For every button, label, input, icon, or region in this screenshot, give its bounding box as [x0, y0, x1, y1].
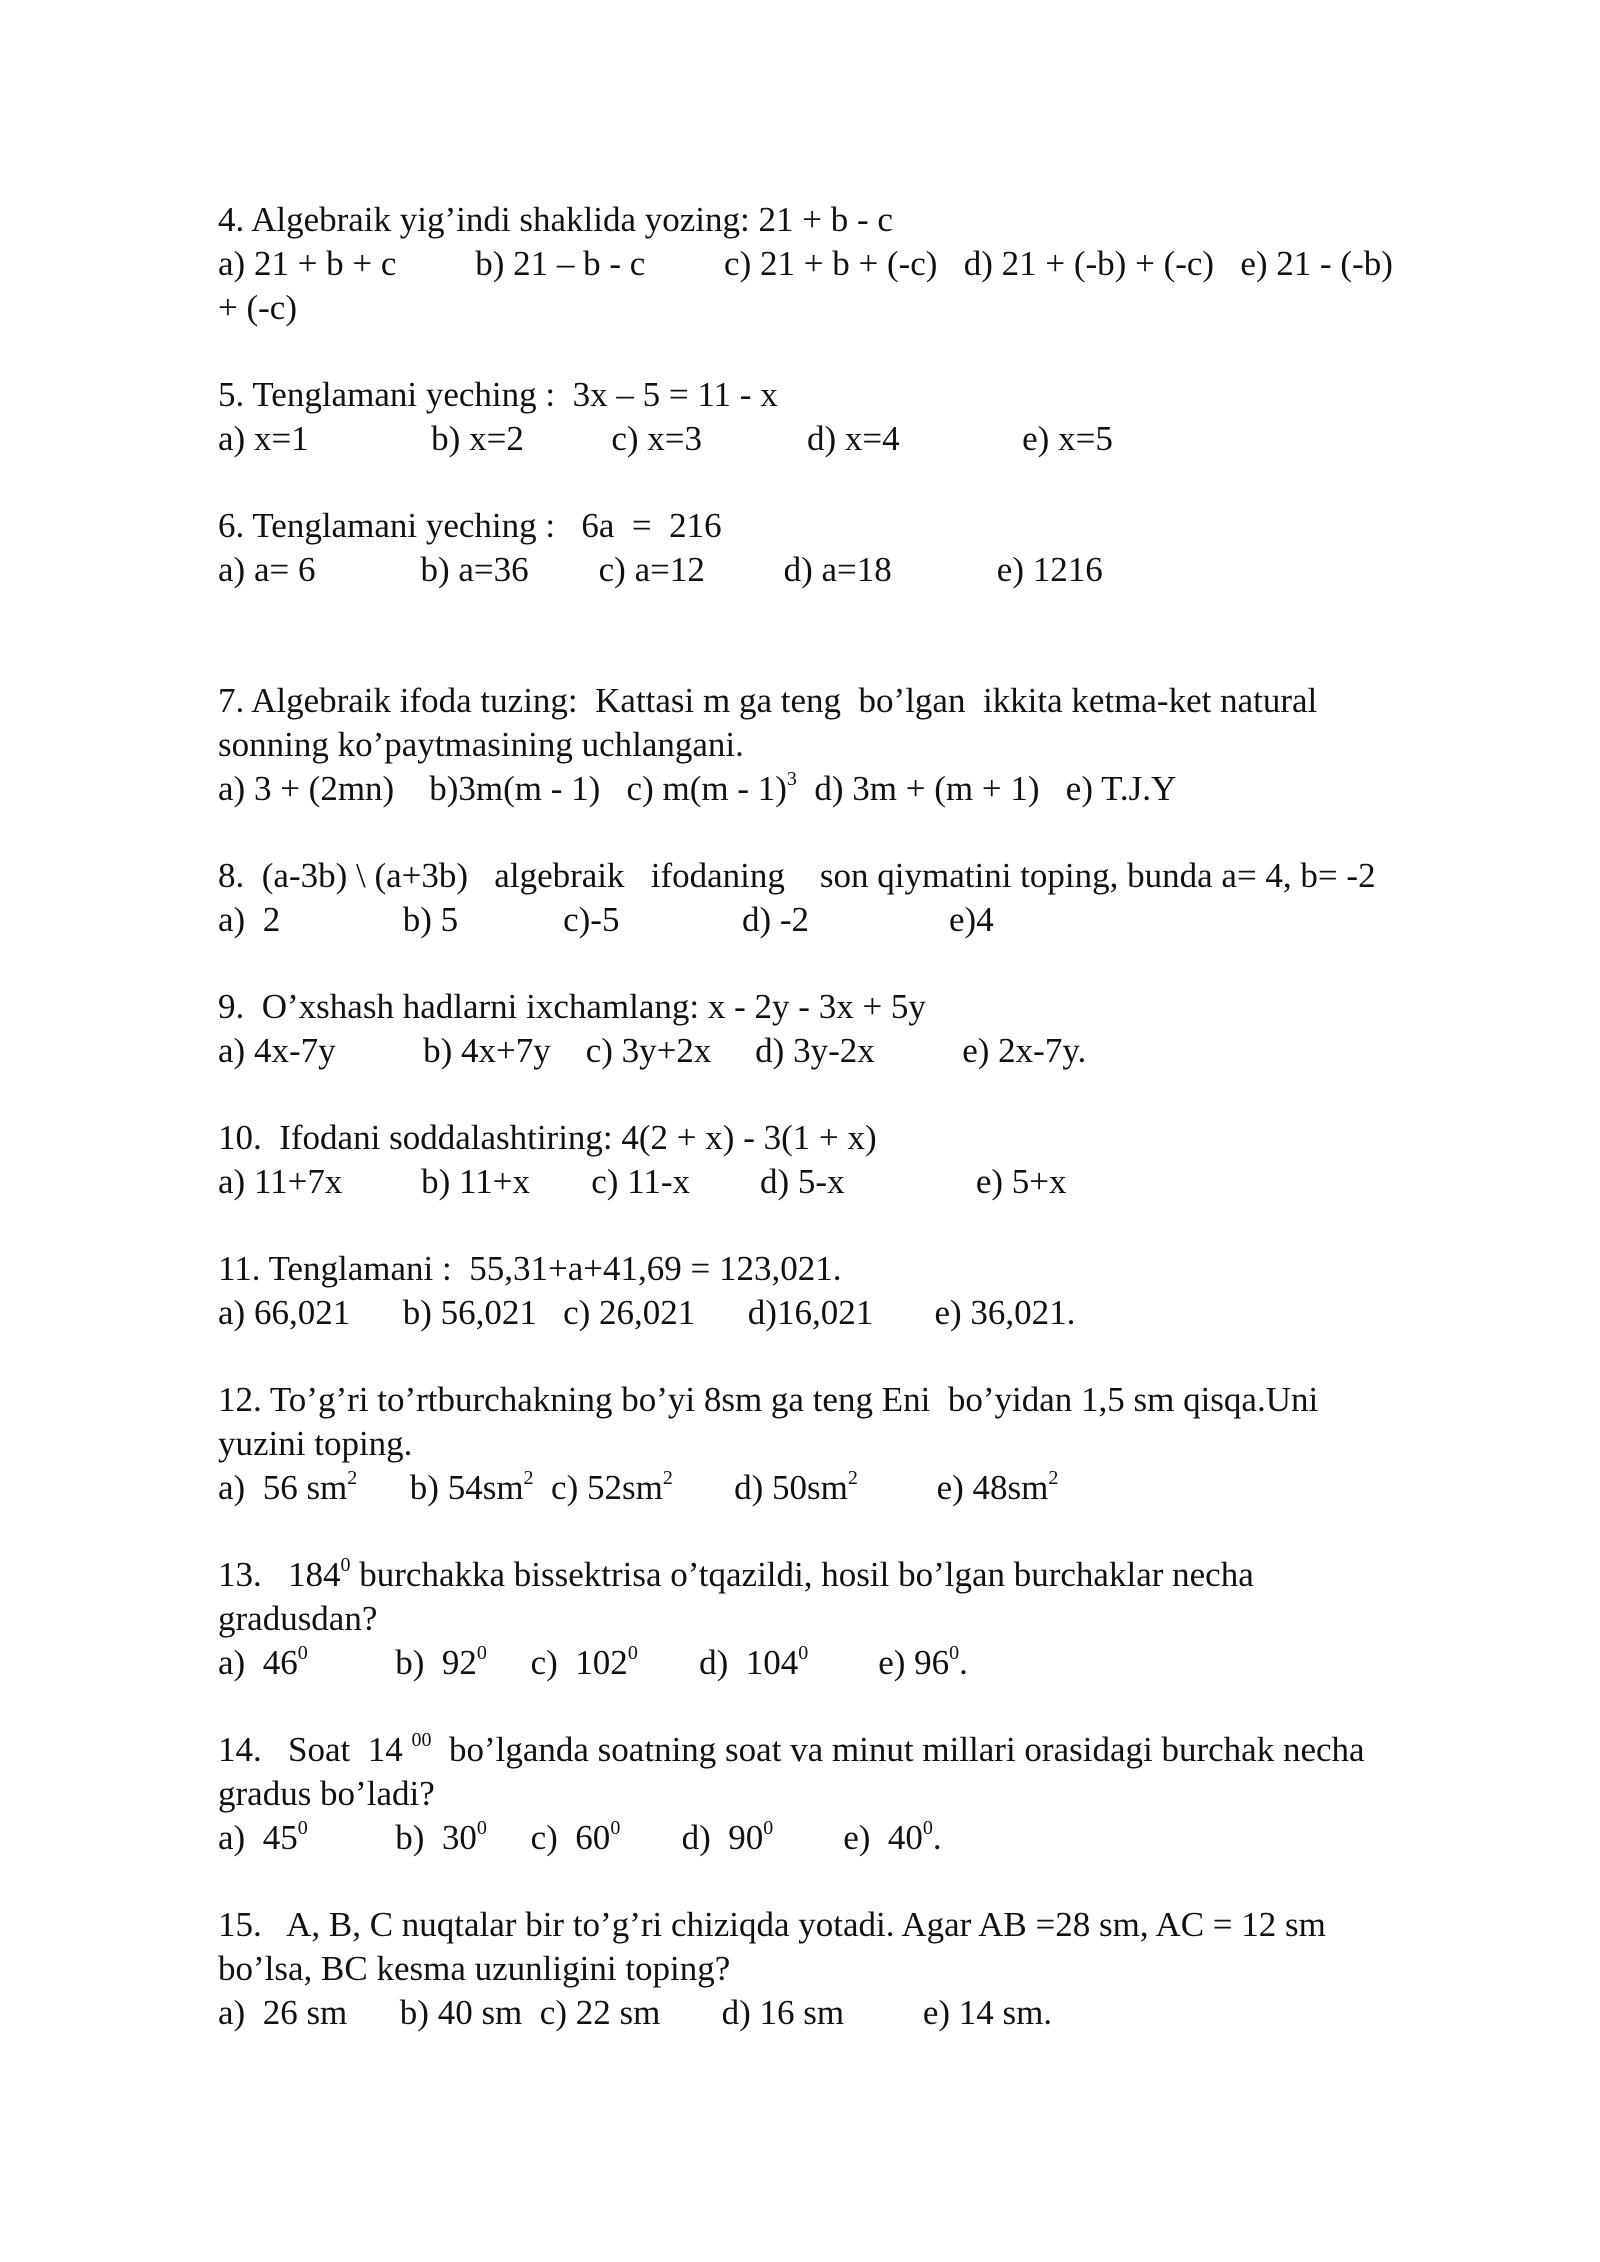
question-9	[218, 985, 1498, 1073]
question-prompt: 10. Ifodani soddalashtiring: 4(2 + x) - 3(1 + x)	[218, 1118, 877, 1157]
degree-sign: 0	[297, 1817, 308, 1840]
question-prompt	[218, 1553, 1498, 1597]
answer-options: a) x=1 b) x=2 c) x=3 d) x=4 e) x=5	[218, 419, 1113, 458]
question-prompt: 15. A, B, C nuqtalar bir to’g’ri chiziqda yotadi. Agar AB =28 sm, AC = 12 sm	[218, 1905, 1326, 1944]
option-c: c) 52sm	[551, 1468, 663, 1507]
option-a: a) 56 sm	[218, 1468, 348, 1507]
exponent: 2	[847, 1467, 858, 1490]
question-6	[218, 504, 1498, 592]
option-a: a) 45	[218, 1818, 298, 1857]
question-prompt: 7. Algebraik ifoda tuzing: Kattasi m ga teng bo’lgan ikkita ketma-ket natural	[218, 681, 1318, 720]
question-15	[218, 1903, 1498, 2035]
exponent: 2	[347, 1467, 358, 1490]
question-prompt: 11. Tenglamani : 55,31+a+41,69 = 123,021.	[218, 1249, 842, 1288]
question-prompt-continued: bo’lsa, BC kesma uzunligini toping?	[218, 1949, 731, 1988]
prompt-start: 14. Soat 14	[218, 1730, 412, 1769]
prompt-rest: bo’lganda soatning soat va minut millari orasidagi burchak necha	[431, 1730, 1365, 1769]
option-e: e) 40	[843, 1818, 923, 1857]
answer-options	[218, 1641, 1498, 1685]
option-d: d) 90	[681, 1818, 764, 1857]
degree-sign: 0	[627, 1642, 638, 1665]
answer-options: a) 11+7x b) 11+x c) 11-x d) 5-x e) 5+x	[218, 1162, 1067, 1201]
worksheet-page	[218, 198, 1498, 2035]
question-prompt-continued: sonning ko’paytmasining uchlangani.	[218, 725, 744, 764]
option-c: c) 102	[530, 1643, 628, 1682]
answer-options: a) 26 sm b) 40 sm c) 22 sm d) 16 sm e) 14 sm.	[218, 1993, 1053, 2032]
degree-sign: 0	[476, 1817, 487, 1840]
terminal-period: .	[932, 1818, 942, 1857]
degree-sign: 0	[610, 1817, 621, 1840]
answer-options	[218, 767, 1498, 811]
answer-options-continued: + (-c)	[218, 288, 297, 327]
question-13	[218, 1553, 1498, 1685]
question-prompt: 6. Tenglamani yeching : 6a = 216	[218, 506, 722, 545]
exponent: 2	[523, 1467, 534, 1490]
question-prompt	[218, 1728, 1498, 1772]
exponent: 2	[1048, 1467, 1059, 1490]
answer-options: a) 66,021 b) 56,021 c) 26,021 d)16,021 e) 36,021.	[218, 1293, 1076, 1332]
option-d: d) 50sm	[734, 1468, 848, 1507]
minutes-superscript: 00	[411, 1729, 432, 1752]
question-prompt: 4. Algebraik yig’indi shaklida yozing: 21 + b - c	[218, 200, 893, 239]
option-e: e) 48sm	[936, 1468, 1049, 1507]
answer-options: a) 2 b) 5 c)-5 d) -2 e)4	[218, 900, 994, 939]
degree-sign: 0	[340, 1554, 351, 1577]
question-4	[218, 198, 1498, 330]
option-c: c) 60	[530, 1818, 611, 1857]
answer-options: a) 4x-7y b) 4x+7y c) 3y+2x d) 3y-2x e) 2x-7y.	[218, 1031, 1087, 1070]
answer-options-part-2: d) 3m + (m + 1) e) T.J.Y	[796, 769, 1177, 808]
option-b: b) 92	[395, 1643, 477, 1682]
option-d: d) 104	[699, 1643, 799, 1682]
question-prompt-continued: gradus bo’ladi?	[218, 1774, 435, 1813]
question-10	[218, 1116, 1498, 1204]
option-e: e) 96	[878, 1643, 950, 1682]
question-prompt-continued: yuzini toping.	[218, 1424, 413, 1463]
exponent: 3	[786, 768, 797, 791]
prompt-rest: burchakka bissektrisa o’tqazildi, hosil bo’lgan burchaklar necha	[350, 1555, 1254, 1594]
prompt-start: 13. 184	[218, 1555, 341, 1594]
question-prompt: 9. O’xshash hadlarni ixchamlang: x - 2y - 3x + 5y	[218, 987, 926, 1026]
option-b: b) 30	[395, 1818, 477, 1857]
degree-sign: 0	[476, 1642, 487, 1665]
question-11	[218, 1247, 1498, 1335]
answer-options	[218, 1466, 1498, 1510]
degree-sign: 0	[798, 1642, 809, 1665]
option-b: b) 54sm	[409, 1468, 524, 1507]
terminal-period: .	[959, 1643, 968, 1682]
question-7	[218, 679, 1498, 811]
degree-sign: 0	[763, 1817, 774, 1840]
option-a: a) 46	[218, 1643, 298, 1682]
degree-sign: 0	[922, 1817, 933, 1840]
question-prompt: 5. Tenglamani yeching : 3x – 5 = 11 - x	[218, 375, 778, 414]
degree-sign: 0	[949, 1642, 960, 1665]
exponent: 2	[662, 1467, 673, 1490]
question-prompt-continued: gradusdan?	[218, 1599, 378, 1638]
question-8	[218, 854, 1498, 942]
answer-options	[218, 1816, 1498, 1860]
question-12	[218, 1378, 1498, 1510]
question-14	[218, 1728, 1498, 1860]
answer-options-part-1: a) 3 + (2mn) b)3m(m - 1) c) m(m - 1)	[218, 769, 787, 808]
question-5	[218, 373, 1498, 461]
question-prompt: 12. To’g’ri to’rtburchakning bo’yi 8sm ga teng Eni bo’yidan 1,5 sm qisqa.Uni	[218, 1380, 1319, 1419]
answer-options: a) a= 6 b) a=36 c) a=12 d) a=18 e) 1216	[218, 550, 1103, 589]
question-prompt: 8. (a-3b) \ (a+3b) algebraik ifodaning son qiymatini toping, bunda a= 4, b= -2	[218, 856, 1376, 895]
degree-sign: 0	[297, 1642, 308, 1665]
answer-options: a) 21 + b + c b) 21 – b - c c) 21 + b + (-c) d) 21 + (-b) + (-c) e) 21 - (-b)	[218, 244, 1393, 283]
